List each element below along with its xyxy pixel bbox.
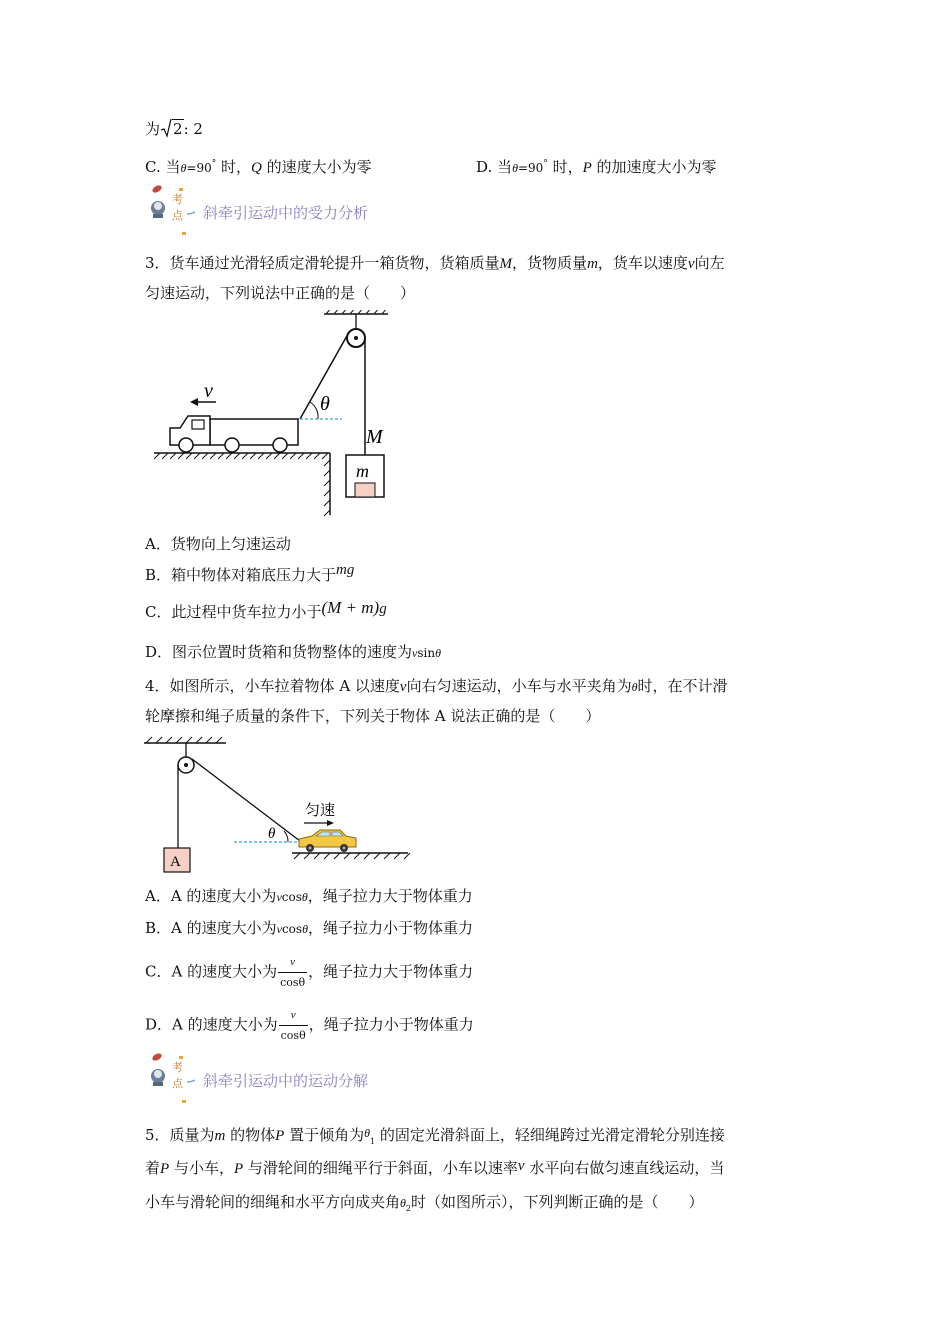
q3-option-c-math: (M + m) <box>321 598 380 617</box>
q3-option-a[interactable]: A．货物向上匀速运动 <box>145 535 291 553</box>
q2-option-d[interactable] <box>476 154 717 178</box>
option-c-mid: 时， <box>216 158 252 176</box>
q3-cargo-m <box>355 483 375 497</box>
q5-var-v: v <box>517 1158 525 1174</box>
q5-var-P3: P <box>233 1161 244 1177</box>
q4-option-d-den: cosθ <box>279 1025 308 1046</box>
q3-text-d: 向左 <box>694 254 725 272</box>
q5-text-i: 小车与滑轮间的细绳和水平方向成夹角 <box>145 1193 401 1211</box>
q3-var-M: M <box>499 256 513 272</box>
q2-tail-text: 为 <box>145 120 161 138</box>
q4-line-2: 轮摩擦和绳子质量的条件下，下列关于物体 A 说法正确的是（ ） <box>145 707 601 725</box>
q4-option-a-v: v <box>276 890 282 904</box>
q4-option-b-post: ，绳子拉力小于物体重力 <box>307 919 473 937</box>
q3-option-b-text: B．箱中物体对箱底压力大于 <box>145 566 337 584</box>
q3-option-c-g: g <box>379 601 387 617</box>
q3-theta-label: θ <box>320 393 330 415</box>
q5-text-b: 的物体 <box>225 1126 276 1144</box>
q4-option-c[interactable] <box>145 952 473 993</box>
q4-text-c: 时，在不计滑 <box>637 677 728 695</box>
q3-var-m: m <box>587 256 598 272</box>
sqrt-expression <box>160 118 184 139</box>
q5-text-h: 水平向右做匀速直线运动，当 <box>524 1159 725 1177</box>
q5-sub2: 2 <box>405 1204 412 1213</box>
option-d-mid: 时， <box>547 158 583 176</box>
q5-text-d: 的固定光滑斜面上，轻细绳跨过光滑定滑轮分别连接 <box>375 1126 725 1144</box>
q3-line-1 <box>145 253 725 274</box>
q5-var-theta2: θ <box>400 1196 406 1210</box>
q3-text-c: ，货车以速度 <box>597 254 688 272</box>
q4-uniform-label: 匀速 <box>305 801 336 819</box>
q4-option-a-post: ，绳子拉力大于物体重力 <box>307 887 473 905</box>
kaodian-badge-bottom-2: 点 <box>172 1078 183 1090</box>
q3-text-b: ，货物质量 <box>512 254 588 272</box>
q5-sub1: 1 <box>370 1137 376 1146</box>
kaodian-badge-icon <box>145 1052 195 1108</box>
option-d-deg: ° <box>543 159 548 169</box>
q4-option-c-num: v <box>290 956 296 968</box>
q4-option-a-th: θ <box>301 890 308 904</box>
q4-text-b: 向右匀速运动，小车与水平夹角为 <box>406 677 632 695</box>
q5-line-3 <box>145 1192 704 1219</box>
q3-var-v: v <box>687 256 695 272</box>
q4-A-label: A <box>170 854 181 870</box>
option-d-label: D. <box>476 158 493 176</box>
q5-var-theta1: θ <box>364 1126 371 1140</box>
q3-option-b[interactable] <box>145 562 355 586</box>
q4-option-a-fn: cos <box>281 890 302 904</box>
q3-option-c-text: C．此过程中货车拉力小于 <box>145 603 322 621</box>
q5-line-1 <box>145 1125 725 1152</box>
kaodian-badge-bottom: 点 <box>172 210 183 222</box>
q3-option-d-fn: sin <box>417 646 436 660</box>
q4-option-d-fraction <box>279 1005 308 1046</box>
q3-option-d[interactable] <box>145 642 441 663</box>
option-d-pre: 当 <box>497 158 513 176</box>
q4-option-c-post: ，绳子拉力大于物体重力 <box>308 962 474 981</box>
q3-truck <box>170 416 298 452</box>
q4-option-d-post: ，绳子拉力小于物体重力 <box>308 1015 474 1034</box>
q5-text-a: 5．质量为 <box>145 1126 215 1144</box>
q4-theta-label: θ <box>268 826 276 842</box>
ratio-rest: : 2 <box>183 120 203 138</box>
kaodian-section-2 <box>145 1052 385 1108</box>
q4-rope-slant <box>192 759 300 841</box>
sqrt-symbol <box>160 118 172 138</box>
q4-option-c-fraction <box>278 952 307 993</box>
q3-line-2: 匀速运动，下列说法中正确的是（ ） <box>145 284 416 302</box>
option-c-eq: =90 <box>186 161 212 175</box>
q4-option-d-pre: D．A 的速度大小为 <box>145 1015 278 1034</box>
q4-option-c-den: cosθ <box>278 972 307 993</box>
q2-tail-line <box>145 118 203 139</box>
q3-option-c[interactable] <box>145 598 387 623</box>
kaodian-badge-top-2: 考 <box>172 1062 183 1074</box>
q4-var-theta: θ <box>631 680 638 694</box>
q3-M-label: M <box>366 426 383 448</box>
q4-line-1 <box>145 676 728 697</box>
q4-var-v: v <box>399 679 407 695</box>
kaodian-badge-icon <box>145 184 195 240</box>
q5-text-c: 置于倾角为 <box>284 1126 365 1144</box>
option-d-theta: θ <box>512 161 518 175</box>
q5-text-j: 时（如图所示），下列判断正确的是（ ） <box>411 1193 704 1211</box>
q4-option-a[interactable] <box>145 886 473 907</box>
q4-option-b-pre: B．A 的速度大小为 <box>145 919 277 937</box>
kaodian-badge-top: 考 <box>172 194 183 206</box>
kaodian-title-1: 斜牵引运动中的受力分析 <box>203 204 369 222</box>
q4-option-b-fn: cos <box>281 922 303 936</box>
option-c-label: C. <box>145 158 161 176</box>
q4-option-c-pre: C．A 的速度大小为 <box>145 962 278 981</box>
q3-v-label: v <box>204 380 213 402</box>
q4-car <box>299 830 356 852</box>
option-c-deg: ° <box>211 159 217 169</box>
q4-option-d-num: v <box>290 1009 296 1021</box>
q5-text-g: 与滑轮间的细绳平行于斜面，小车以速率 <box>243 1159 518 1177</box>
kaodian-title-2: 斜牵引运动中的运动分解 <box>203 1072 369 1090</box>
option-d-var: P <box>582 160 592 176</box>
q4-option-a-pre: A．A 的速度大小为 <box>145 887 277 905</box>
q3-option-d-text: D．图示位置时货箱和货物整体的速度为 <box>145 643 413 661</box>
q5-line-2 <box>145 1158 724 1179</box>
q5-text-e: 着 <box>145 1159 161 1177</box>
q3-option-d-theta: θ <box>435 646 441 660</box>
q4-text-a: 4．如图所示，小车拉着物体 A 以速度 <box>145 677 400 695</box>
option-c-pre: 当 <box>165 158 181 176</box>
q5-var-P2: P <box>160 1161 170 1177</box>
option-c-post: 的速度大小为零 <box>261 158 372 176</box>
sqrt-radicand: 2 <box>173 120 183 138</box>
option-c-theta: θ <box>180 161 187 175</box>
q3-text-a: 3．货车通过光滑轻质定滑轮提升一箱货物，货箱质量 <box>145 254 500 272</box>
q3-truck-pulley-figure <box>150 310 400 520</box>
q4-option-b[interactable] <box>145 918 473 939</box>
q4-option-b-v: v <box>276 922 282 936</box>
q5-var-P: P <box>275 1128 285 1144</box>
q3-option-b-math: mg <box>336 562 355 578</box>
q4-car-pulley-figure <box>142 735 412 875</box>
q3-m-label: m <box>356 461 369 481</box>
kaodian-section-1 <box>145 184 385 240</box>
q5-var-m: m <box>214 1128 226 1144</box>
option-d-post: 的加速度大小为零 <box>591 158 717 176</box>
option-c-var: Q <box>251 160 262 176</box>
q5-text-f: 与小车， <box>169 1159 234 1177</box>
q4-option-b-th: θ <box>302 922 308 936</box>
q2-option-c[interactable] <box>145 154 372 178</box>
option-d-eq: =90 <box>517 161 544 175</box>
q4-option-d[interactable] <box>145 1005 474 1046</box>
q3-option-d-v: v <box>412 646 418 660</box>
